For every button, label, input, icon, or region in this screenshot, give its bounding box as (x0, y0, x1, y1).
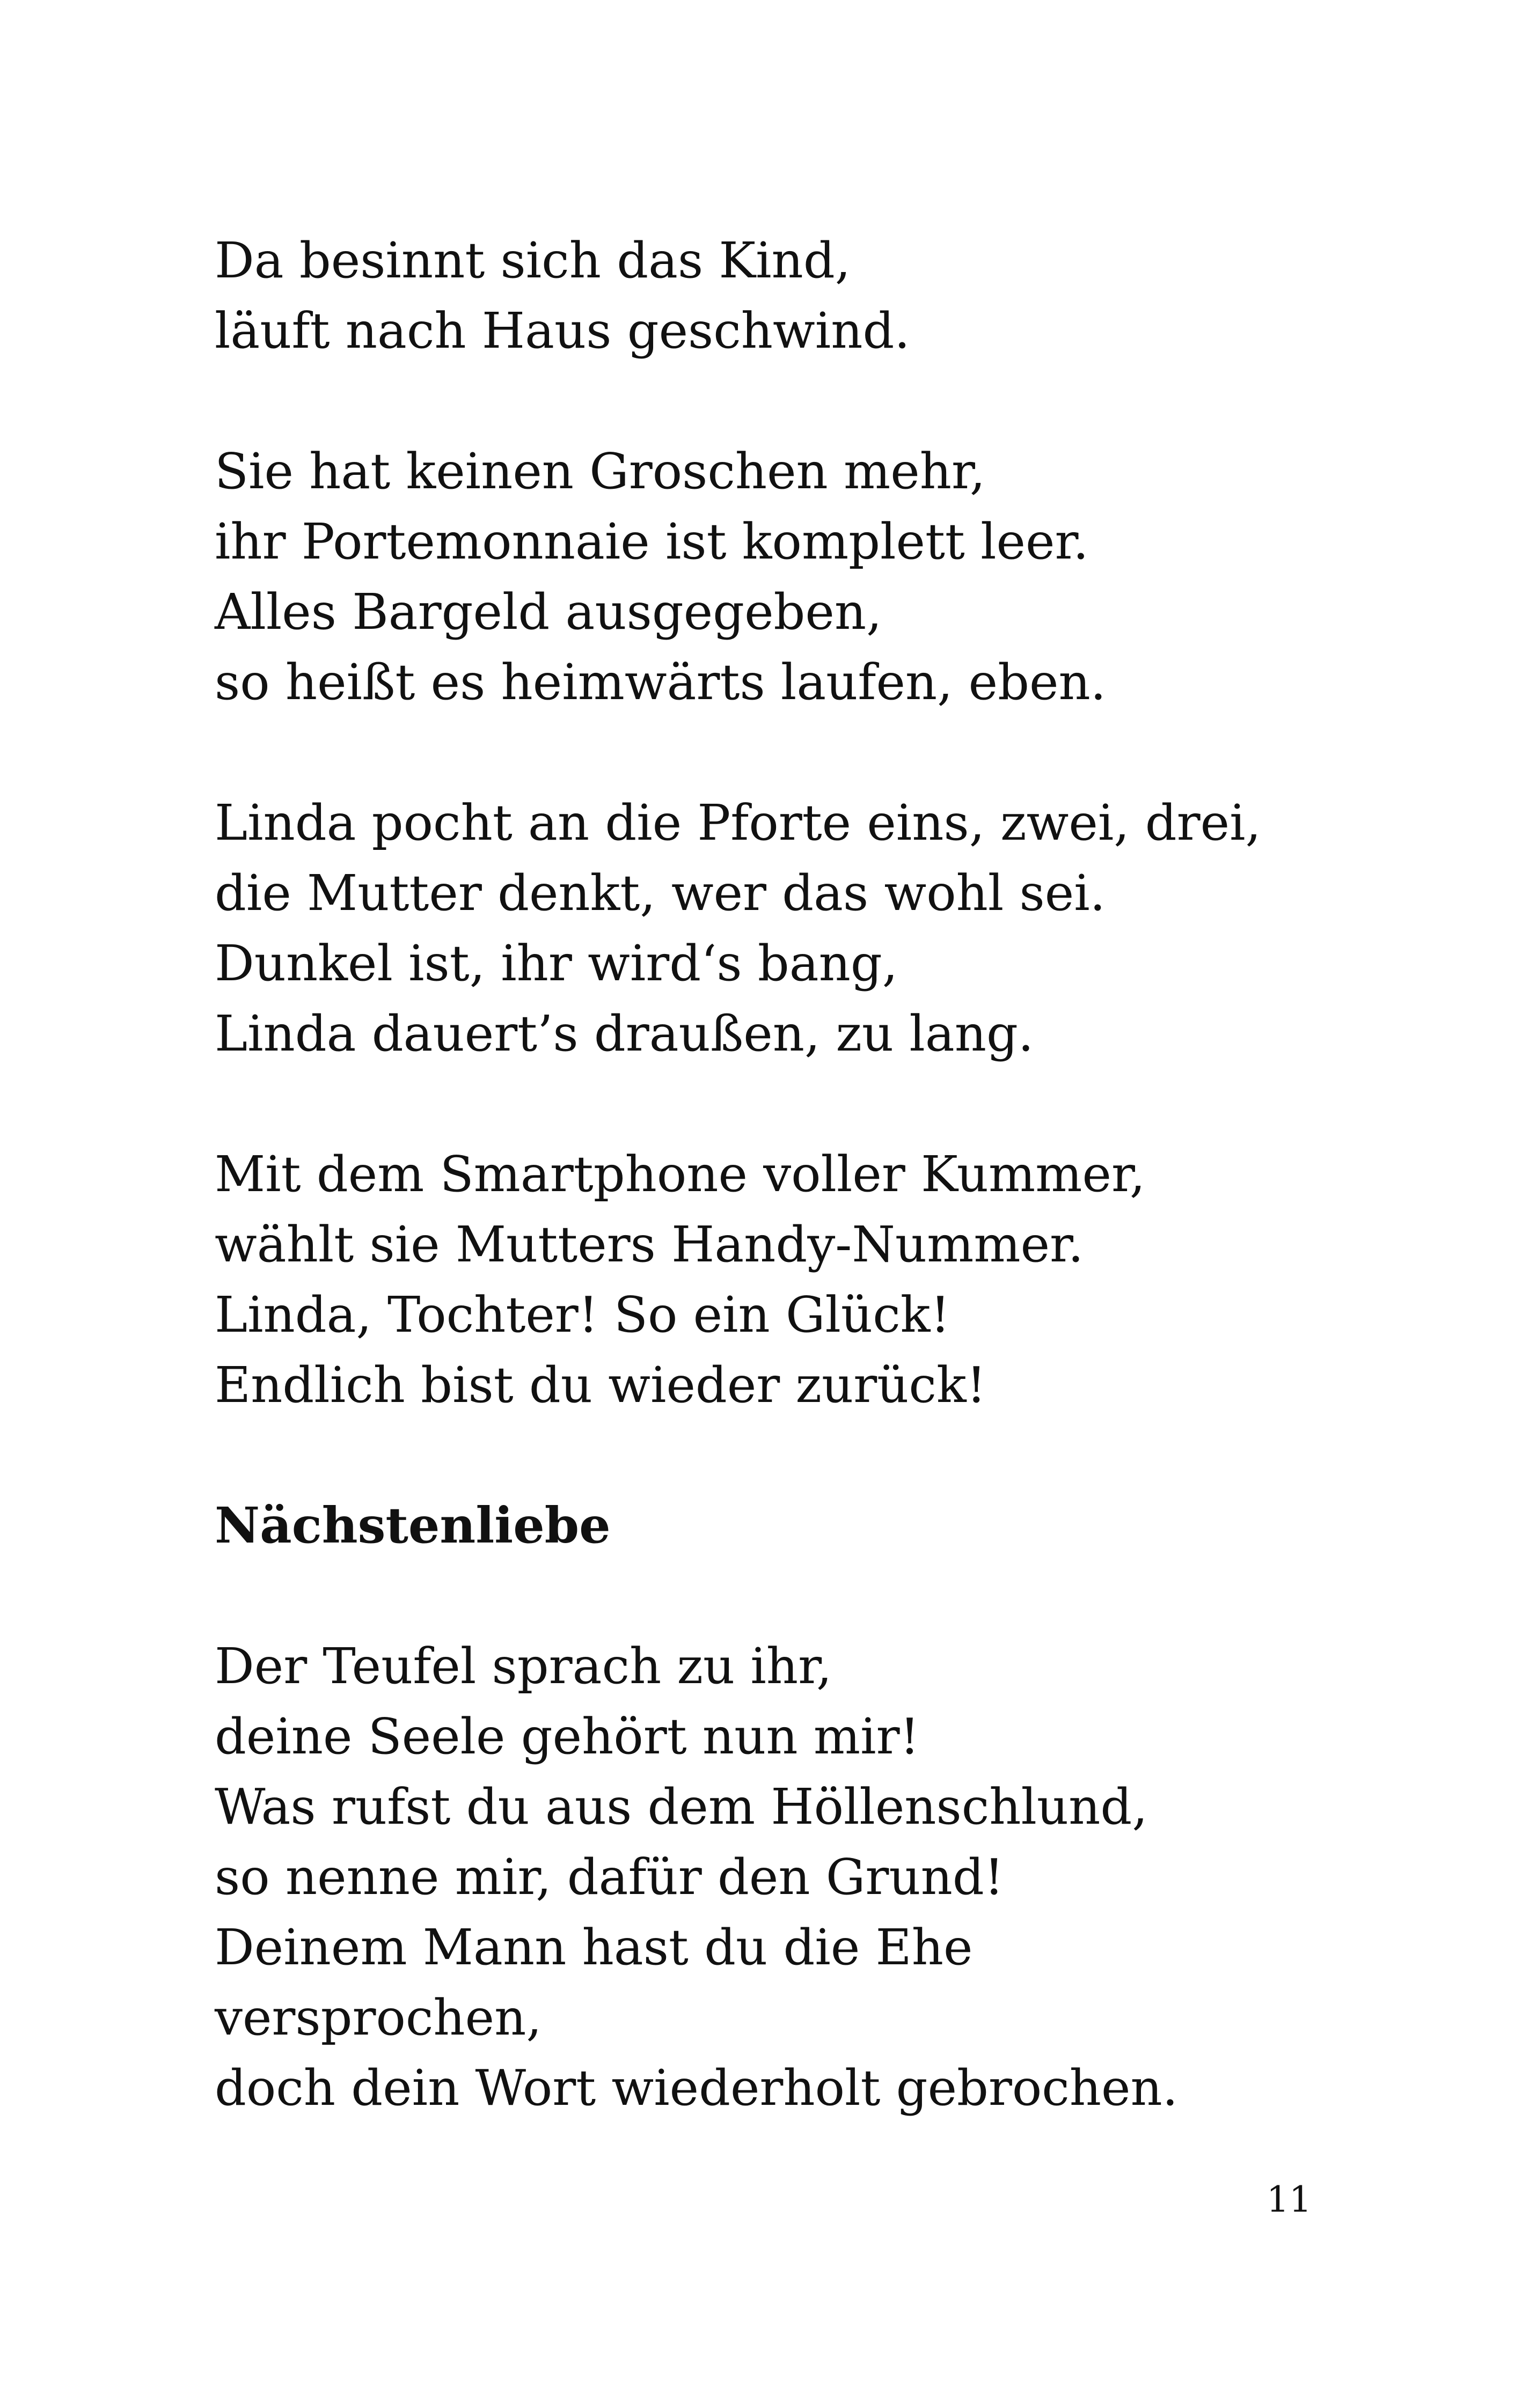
poem-line: doch dein Wort wiederholt gebrochen. (215, 2059, 1178, 2117)
stanza-gap (215, 1069, 1342, 1139)
poem-line: versprochen, (215, 1989, 542, 2046)
poem-line: Was rufst du aus dem Höllenschlund, (215, 1778, 1148, 1836)
poem-line: Deinem Mann hast du die Ehe (215, 1919, 973, 1976)
stanza-gap (215, 1561, 1342, 1631)
page-number: 11 (1267, 2179, 1312, 2220)
poem-line: deine Seele gehört nun mir! (215, 1708, 920, 1765)
stanza-gap (215, 366, 1342, 436)
stanza-3 (215, 788, 1342, 1069)
poem-line: Da besinnt sich das Kind, (215, 232, 851, 289)
stanza-2 (215, 436, 1342, 717)
stanza-4 (215, 1139, 1342, 1420)
poem-line: so nenne mir, dafür den Grund! (215, 1848, 1004, 1906)
poem-line: so heißt es heimwärts laufen, eben. (215, 654, 1106, 711)
poem-line: ihr Portemonnaie ist komplett leer. (215, 513, 1089, 570)
poem-line: Linda pocht an die Pforte eins, zwei, drei, (215, 794, 1261, 851)
poem-line: Alles Bargeld ausgegeben, (215, 583, 882, 641)
poem-title: Nächstenliebe (215, 1496, 611, 1554)
poem-line: Linda dauert’s draußen, zu lang. (215, 1005, 1034, 1062)
poem-line: Linda, Tochter! So ein Glück! (215, 1286, 950, 1344)
poem-line: Sie hat keinen Groschen mehr, (215, 443, 986, 500)
stanza-gap (215, 717, 1342, 788)
stanza-gap (215, 1420, 1342, 1491)
stanza-5 (215, 1631, 1342, 2123)
poem-line: Dunkel ist, ihr wird‘s bang, (215, 935, 898, 992)
poem-line: Mit dem Smartphone voller Kummer, (215, 1146, 1146, 1203)
poem-line: Endlich bist du wieder zurück! (215, 1356, 986, 1414)
poem-line: läuft nach Haus geschwind. (215, 302, 910, 359)
stanza-1 (215, 225, 1342, 366)
poem-text (215, 225, 1342, 2123)
poem-line: Der Teufel sprach zu ihr, (215, 1638, 832, 1695)
poem-line: die Mutter denkt, wer das wohl sei. (215, 864, 1106, 922)
poem-line: wählt sie Mutters Handy-Nummer. (215, 1216, 1084, 1273)
